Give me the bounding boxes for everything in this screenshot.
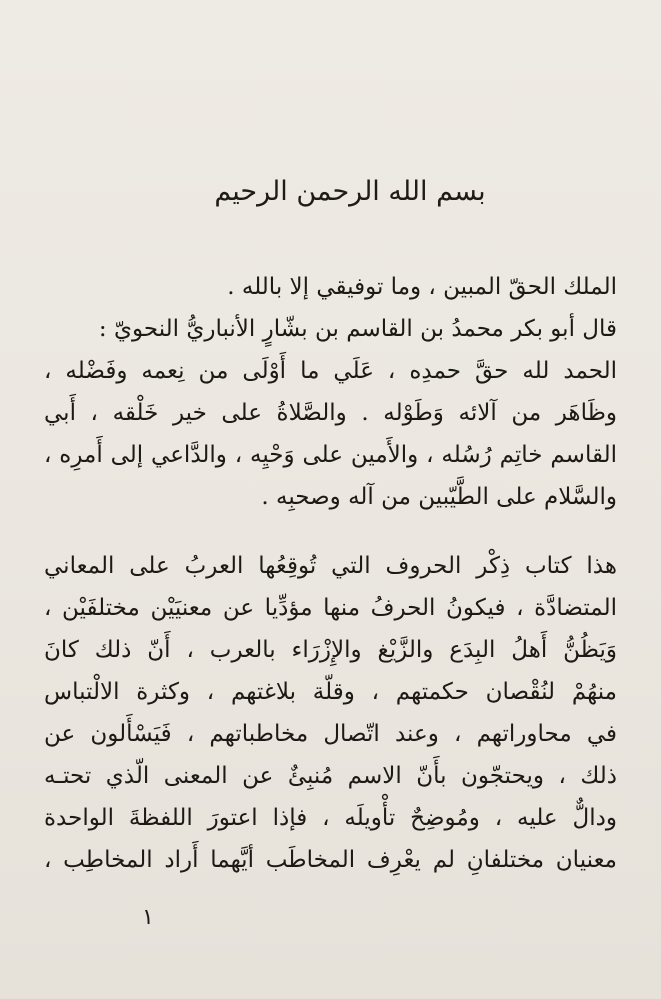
text-line: الحمد لله حقَّ حمدِه ، عَلَي ما أَوْلَى من نِعمه وفَضْله ، [44,358,617,384]
text-line: منهُمْ لنُقْصان حكمتهم ، وقلّة بلاغتهم ، وكثرة الالْتباس [44,679,617,705]
text-line: هذا كتاب ذِكْر الحروف التي تُوقِعُها العربُ على المعاني [44,553,617,579]
text-line: ودالٌّ عليه ، ومُوضِحٌ تأْويلَه ، فإذا اعتورَ اللفظةَ الواحدة [44,805,617,831]
text-line: القاسم خاتِم رُسُله ، والأَمين على وَحْيِه ، والدَّاعي إلى أَمرِه ، [44,442,617,468]
text-line: الملك الحقّ المبين ، وما توفيقي إلا بالله . [227,274,617,300]
text-line: وَيَظُنُّ أَهلُ البِدَع والزَّيْغ والإِزْرَاء بالعرب ، أَنّ ذلك كانَ [44,637,617,663]
page-number: ١ [142,905,154,930]
text-line: في محاوراتهم ، وعند اتّصال مخاطباتهم ، فَيَسْأَلون عن [44,721,617,747]
text-line: ذلك ، ويحتجّون بأَنّ الاسم مُنبِئٌ عن المعنى الّذي تحتـه [44,763,617,789]
text-line: والسَّلام على الطَّيّبين من آله وصحبِه . [261,484,617,510]
text-line: وظَاهَر من آلائه وَطَوْله . والصَّلاةُ على خير خَلْقه ، أَبي [44,400,617,426]
text-line: المتضادَّة ، فيكونُ الحرفُ منها مؤدِّيا عن معنيَيْن مختلفَيْن ، [44,595,617,621]
text-line: قال أبو بكر محمدُ بن القاسم بن بشّارٍ الأنباريُّ النحويّ : [98,316,617,342]
text-line: معنيان مختلفانِ لم يعْرِف المخاطَب أيَّهما أَراد المخاطِب ، [44,847,617,873]
basmala-heading: بسم الله الرحمن الرحيم [214,176,486,207]
